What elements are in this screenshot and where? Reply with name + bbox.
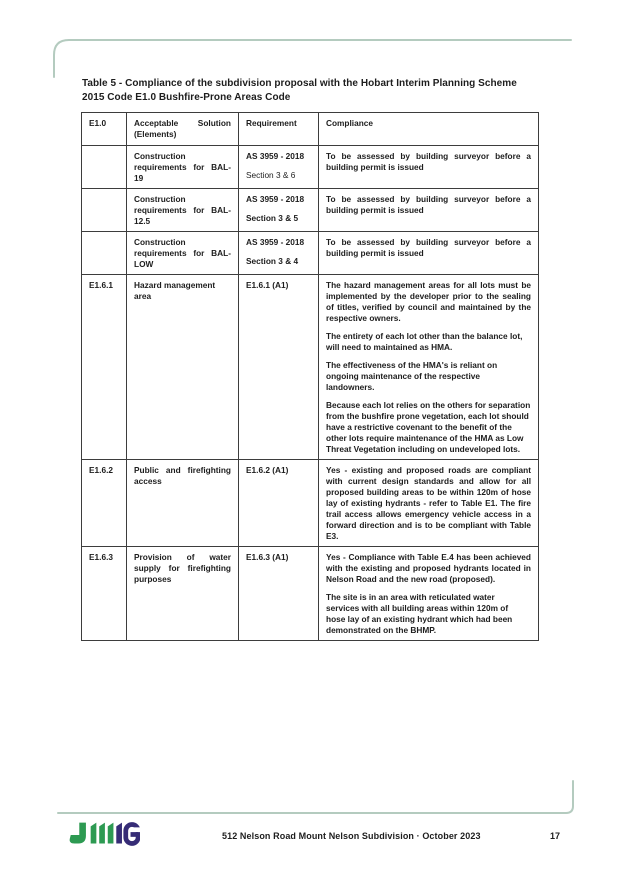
- compliance-paragraph: To be assessed by building surveyor before a building permit is issued: [326, 237, 531, 258]
- requirement-clause: E1.6.2 (A1): [246, 465, 289, 475]
- cell-code: [82, 146, 127, 189]
- cell-requirement: [239, 146, 319, 189]
- table-row: [82, 189, 539, 232]
- compliance-paragraph: The site is in an area with reticulated water services with all building areas within 120m of hose lay of an existing hydrant which had been demonstrated on the BHMP.: [326, 592, 513, 635]
- compliance-paragraph: Yes - existing and proposed roads are compliant with current design standards and allow for all proposed building areas to be within 120m of hose lay of existing hydrants - refer to Table E1. The fire trail access allows emergency vehicle access in a forward direction and is to be compliant with Table E3.: [326, 465, 531, 541]
- requirement-clause: E1.6.1 (A1): [246, 280, 289, 290]
- table-title: [82, 77, 548, 104]
- table-row: [82, 232, 539, 275]
- cell-solution: Hazard management area: [127, 275, 239, 460]
- compliance-paragraph: To be assessed by building surveyor before a building permit is issued: [326, 151, 531, 172]
- requirement-standard: AS 3959 - 2018: [246, 194, 305, 204]
- footer-page-number: 17: [550, 831, 561, 841]
- cell-code: E1.6.2: [82, 460, 127, 547]
- compliance-paragraph: Yes - Compliance with Table E.4 has been achieved with the existing and proposed hydrants located in Nelson Road and the new road (proposed).: [326, 552, 531, 584]
- requirement-clause: E1.6.3 (A1): [246, 552, 289, 562]
- cell-code: [82, 232, 127, 275]
- requirement-section: Section 3 & 5: [246, 213, 299, 223]
- cell-solution: Provision of water supply for firefighting purposes: [127, 547, 239, 641]
- cell-compliance: [319, 232, 539, 275]
- cell-requirement: [239, 275, 319, 460]
- table-title-line1: Table 5 - Compliance of the subdivision proposal with the Hobart Interim Planning Scheme: [82, 78, 517, 89]
- compliance-paragraph: The hazard management areas for all lots must be implemented by the developer prior to the sealing of titles, verified by council and maintained by the respective owners.: [326, 280, 531, 323]
- jmg-logo-icon: [66, 821, 140, 847]
- cell-solution: Public and firefighting access: [127, 460, 239, 547]
- cell-code: E1.6.3: [82, 547, 127, 641]
- footer-document-reference: 512 Nelson Road Mount Nelson Subdivision · October 2023: [222, 831, 481, 841]
- page-footer: [0, 818, 622, 858]
- header-requirement: Requirement: [239, 113, 319, 146]
- header-solution: Acceptable Solution (Elements): [127, 113, 239, 146]
- compliance-paragraph: The entirety of each lot other than the balance lot, will need to maintained as HMA.: [326, 331, 523, 352]
- table-title-line2: 2015 Code E1.0 Bushfire-Prone Areas Code: [82, 91, 291, 103]
- cell-requirement: [239, 232, 319, 275]
- requirement-standard: AS 3959 - 2018: [246, 151, 305, 161]
- cell-code: [82, 189, 127, 232]
- cell-requirement: [239, 547, 319, 641]
- compliance-paragraph: To be assessed by building surveyor before a building permit is issued: [326, 194, 531, 215]
- requirement-section: Section 3 & 6: [246, 170, 296, 180]
- cell-compliance: [319, 189, 539, 232]
- requirement-standard: AS 3959 - 2018: [246, 237, 305, 247]
- table-row: [82, 547, 539, 641]
- cell-requirement: [239, 460, 319, 547]
- cell-requirement: [239, 189, 319, 232]
- cell-compliance: [319, 146, 539, 189]
- cell-compliance: [319, 460, 539, 547]
- cell-solution: Construction requirements for BAL-19: [127, 146, 239, 189]
- cell-solution: Construction requirements for BAL-LOW: [127, 232, 239, 275]
- compliance-paragraph: The effectiveness of the HMA's is reliant on ongoing maintenance of the respective landowners.: [326, 360, 498, 392]
- header-code: E1.0: [82, 113, 127, 146]
- table-header-row: [82, 113, 539, 146]
- cell-solution: Construction requirements for BAL-12.5: [127, 189, 239, 232]
- table-row: [82, 275, 539, 460]
- table-row: [82, 460, 539, 547]
- cell-compliance: [319, 547, 539, 641]
- header-compliance: Compliance: [319, 113, 539, 146]
- table-row: [82, 146, 539, 189]
- requirement-section: Section 3 & 4: [246, 256, 299, 266]
- compliance-table: [81, 112, 539, 641]
- cell-compliance: [319, 275, 539, 460]
- cell-code: E1.6.1: [82, 275, 127, 460]
- compliance-paragraph: Because each lot relies on the others for separation from the bushfire prone vegetation, each lot should have a restrictive covenant to the benefit of the other lots require maintenance of the HMA as Low Threat Vegetation including on undeveloped lots.: [326, 400, 531, 454]
